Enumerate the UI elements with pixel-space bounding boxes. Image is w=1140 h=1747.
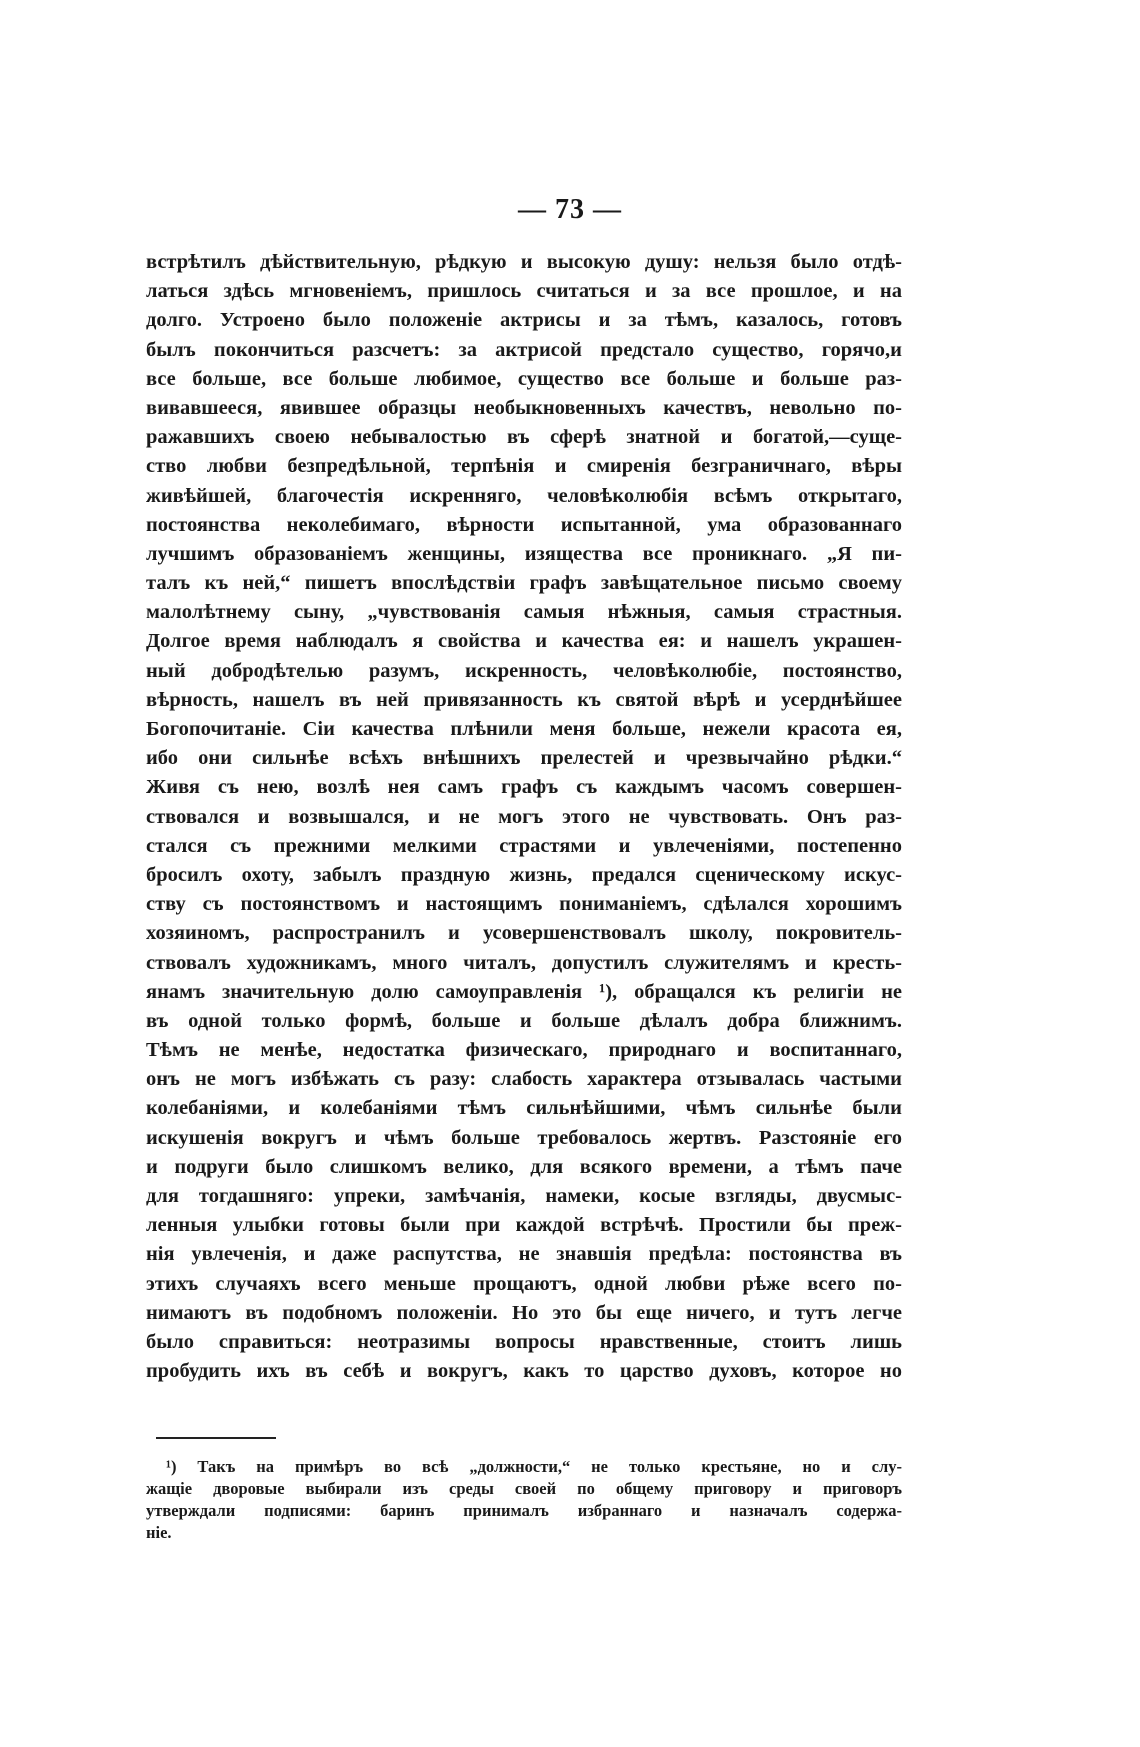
text-line: Долгое время наблюдалъ я свойства и качества ея: и нашелъ украшен-: [146, 630, 902, 653]
text-line: все больше, все больше любимое, существо все больше и больше раз-: [146, 367, 902, 390]
text-line: нимаютъ въ подобномъ положеніи. Но это бы еще ничего, и тутъ легче: [146, 1301, 902, 1324]
text-line: Богопочитаніе. Сіи качества плѣнили меня больше, нежели красота ея,: [146, 718, 902, 740]
text-line: былъ покончиться разсчетъ: за актрисой предстало существо, горячо,и: [146, 338, 902, 361]
text-line: ленныя улыбки готовы были при каждой встрѣчѣ. Простили бы преж-: [146, 1214, 902, 1237]
footnote-line: ніе.: [146, 1523, 172, 1542]
text-line: ству съ постоянствомъ и настоящимъ пониманіемъ, сдѣлался хорошимъ: [146, 893, 902, 916]
text-line: лучшимъ образованіемъ женщины, изящества все проникнаго. „Я пи-: [146, 542, 902, 565]
text-line: въ одной только формѣ, больше и больше дѣлалъ добра ближнимъ.: [146, 1009, 902, 1032]
text-line: вивавшееся, явившее образцы необыкновенныхъ качествъ, невольно по-: [146, 396, 902, 419]
text-line: ный добродѣтелью разумъ, искренность, человѣколюбіе, постоянство,: [146, 659, 902, 682]
footnote-line: ¹) Такъ на примѣръ во всѣ „должности,“ не только крестьяне, но и слу-: [166, 1457, 902, 1476]
text-line: стался съ прежними мелкими страстями и увлеченіями, постепенно: [146, 834, 902, 857]
text-line: талъ къ ней,“ пишетъ впослѣдствіи графъ завѣщательное письмо своему: [146, 572, 902, 595]
text-line: для тогдашняго: упреки, замѣчанія, намеки, косые взгляды, двусмыс-: [146, 1185, 902, 1207]
text-line: хозяиномъ, распространилъ и усовершенствовалъ школу, покровитель-: [146, 922, 902, 945]
text-line: этихъ случаяхъ всего меньше прощаютъ, одной любви рѣже всего по-: [146, 1272, 902, 1295]
footnote-line: утверждали подписями: баринъ принималъ избраннаго и назначалъ содержа-: [146, 1501, 902, 1520]
text-line: бросилъ охоту, забылъ праздную жизнь, предался сценическому искус-: [146, 863, 902, 886]
footnote-divider: [156, 1437, 276, 1439]
text-line: латься здѣсь мгновеніемъ, пришлось считаться и за все прошлое, и на: [146, 280, 902, 303]
text-line: ражавшихъ своею небывалостью въ сферѣ знатной и богатой,—суще-: [146, 426, 902, 449]
text-line: было справиться: неотразимы вопросы нравственные, стоитъ лишь: [146, 1330, 902, 1353]
text-line: онъ не могъ избѣжать съ разу: слабость характера отзывалась частыми: [146, 1068, 902, 1091]
text-line: Живя съ нею, возлѣ нея самъ графъ съ каждымъ часомъ совершен-: [146, 776, 902, 799]
page-number: — 73 —: [518, 194, 622, 225]
text-line: малолѣтнему сыну, „чувствованія самыя нѣжныя, самыя страстныя.: [146, 601, 902, 624]
text-line: нія увлеченія, и даже распутства, не знавшія предѣла: постоянства въ: [146, 1243, 902, 1266]
text-line: ствовался и возвышался, и не могъ этого не чувствовать. Онъ раз-: [146, 805, 902, 828]
text-line: колебаніями, и колебаніями тѣмъ сильнѣйшими, чѣмъ сильнѣе были: [146, 1097, 902, 1120]
text-line: Тѣмъ не менѣе, недостатка физическаго, природнаго и воспитаннаго,: [146, 1039, 902, 1062]
text-line: долго. Устроено было положеніе актрисы и за тѣмъ, казалось, готовъ: [146, 309, 902, 332]
text-line: и подруги было слишкомъ велико, для всякого времени, а тѣмъ паче: [146, 1155, 902, 1178]
text-line: ство любви безпредѣльной, терпѣнія и смиренія безграничнаго, вѣры: [146, 455, 902, 478]
footnote-line: жащіе дворовые выбирали изъ среды своей по общему приговору и приговоръ: [146, 1479, 902, 1498]
footnote: [146, 1456, 902, 1544]
text-line: искушенія вокругъ и чѣмъ больше требовалось жертвъ. Разстояніе его: [146, 1126, 902, 1149]
text-line: пробудить ихъ въ себѣ и вокругъ, какъ то царство духовъ, которое но: [146, 1360, 902, 1383]
text-line: ибо они сильнѣе всѣхъ внѣшнихъ прелестей и чрезвычайно рѣдки.“: [146, 747, 902, 770]
text-line: вѣрность, нашелъ въ ней привязанность къ святой вѣрѣ и усерднѣйшее: [146, 688, 902, 711]
text-line: постоянства неколебимаго, вѣрности испытанной, ума образованнаго: [146, 513, 902, 536]
text-line: ствовалъ художникамъ, много читалъ, допустилъ служителямъ и кресть-: [146, 951, 902, 974]
body-text: [146, 248, 902, 1386]
text-line: встрѣтилъ дѣйствительную, рѣдкую и высокую душу: нельзя было отдѣ-: [146, 251, 902, 273]
text-line: янамъ значительную долю самоуправленія ¹), обращался къ религіи не: [146, 980, 902, 1003]
text-line: живѣйшей, благочестія искренняго, человѣколюбія всѣмъ открытаго,: [146, 484, 902, 507]
